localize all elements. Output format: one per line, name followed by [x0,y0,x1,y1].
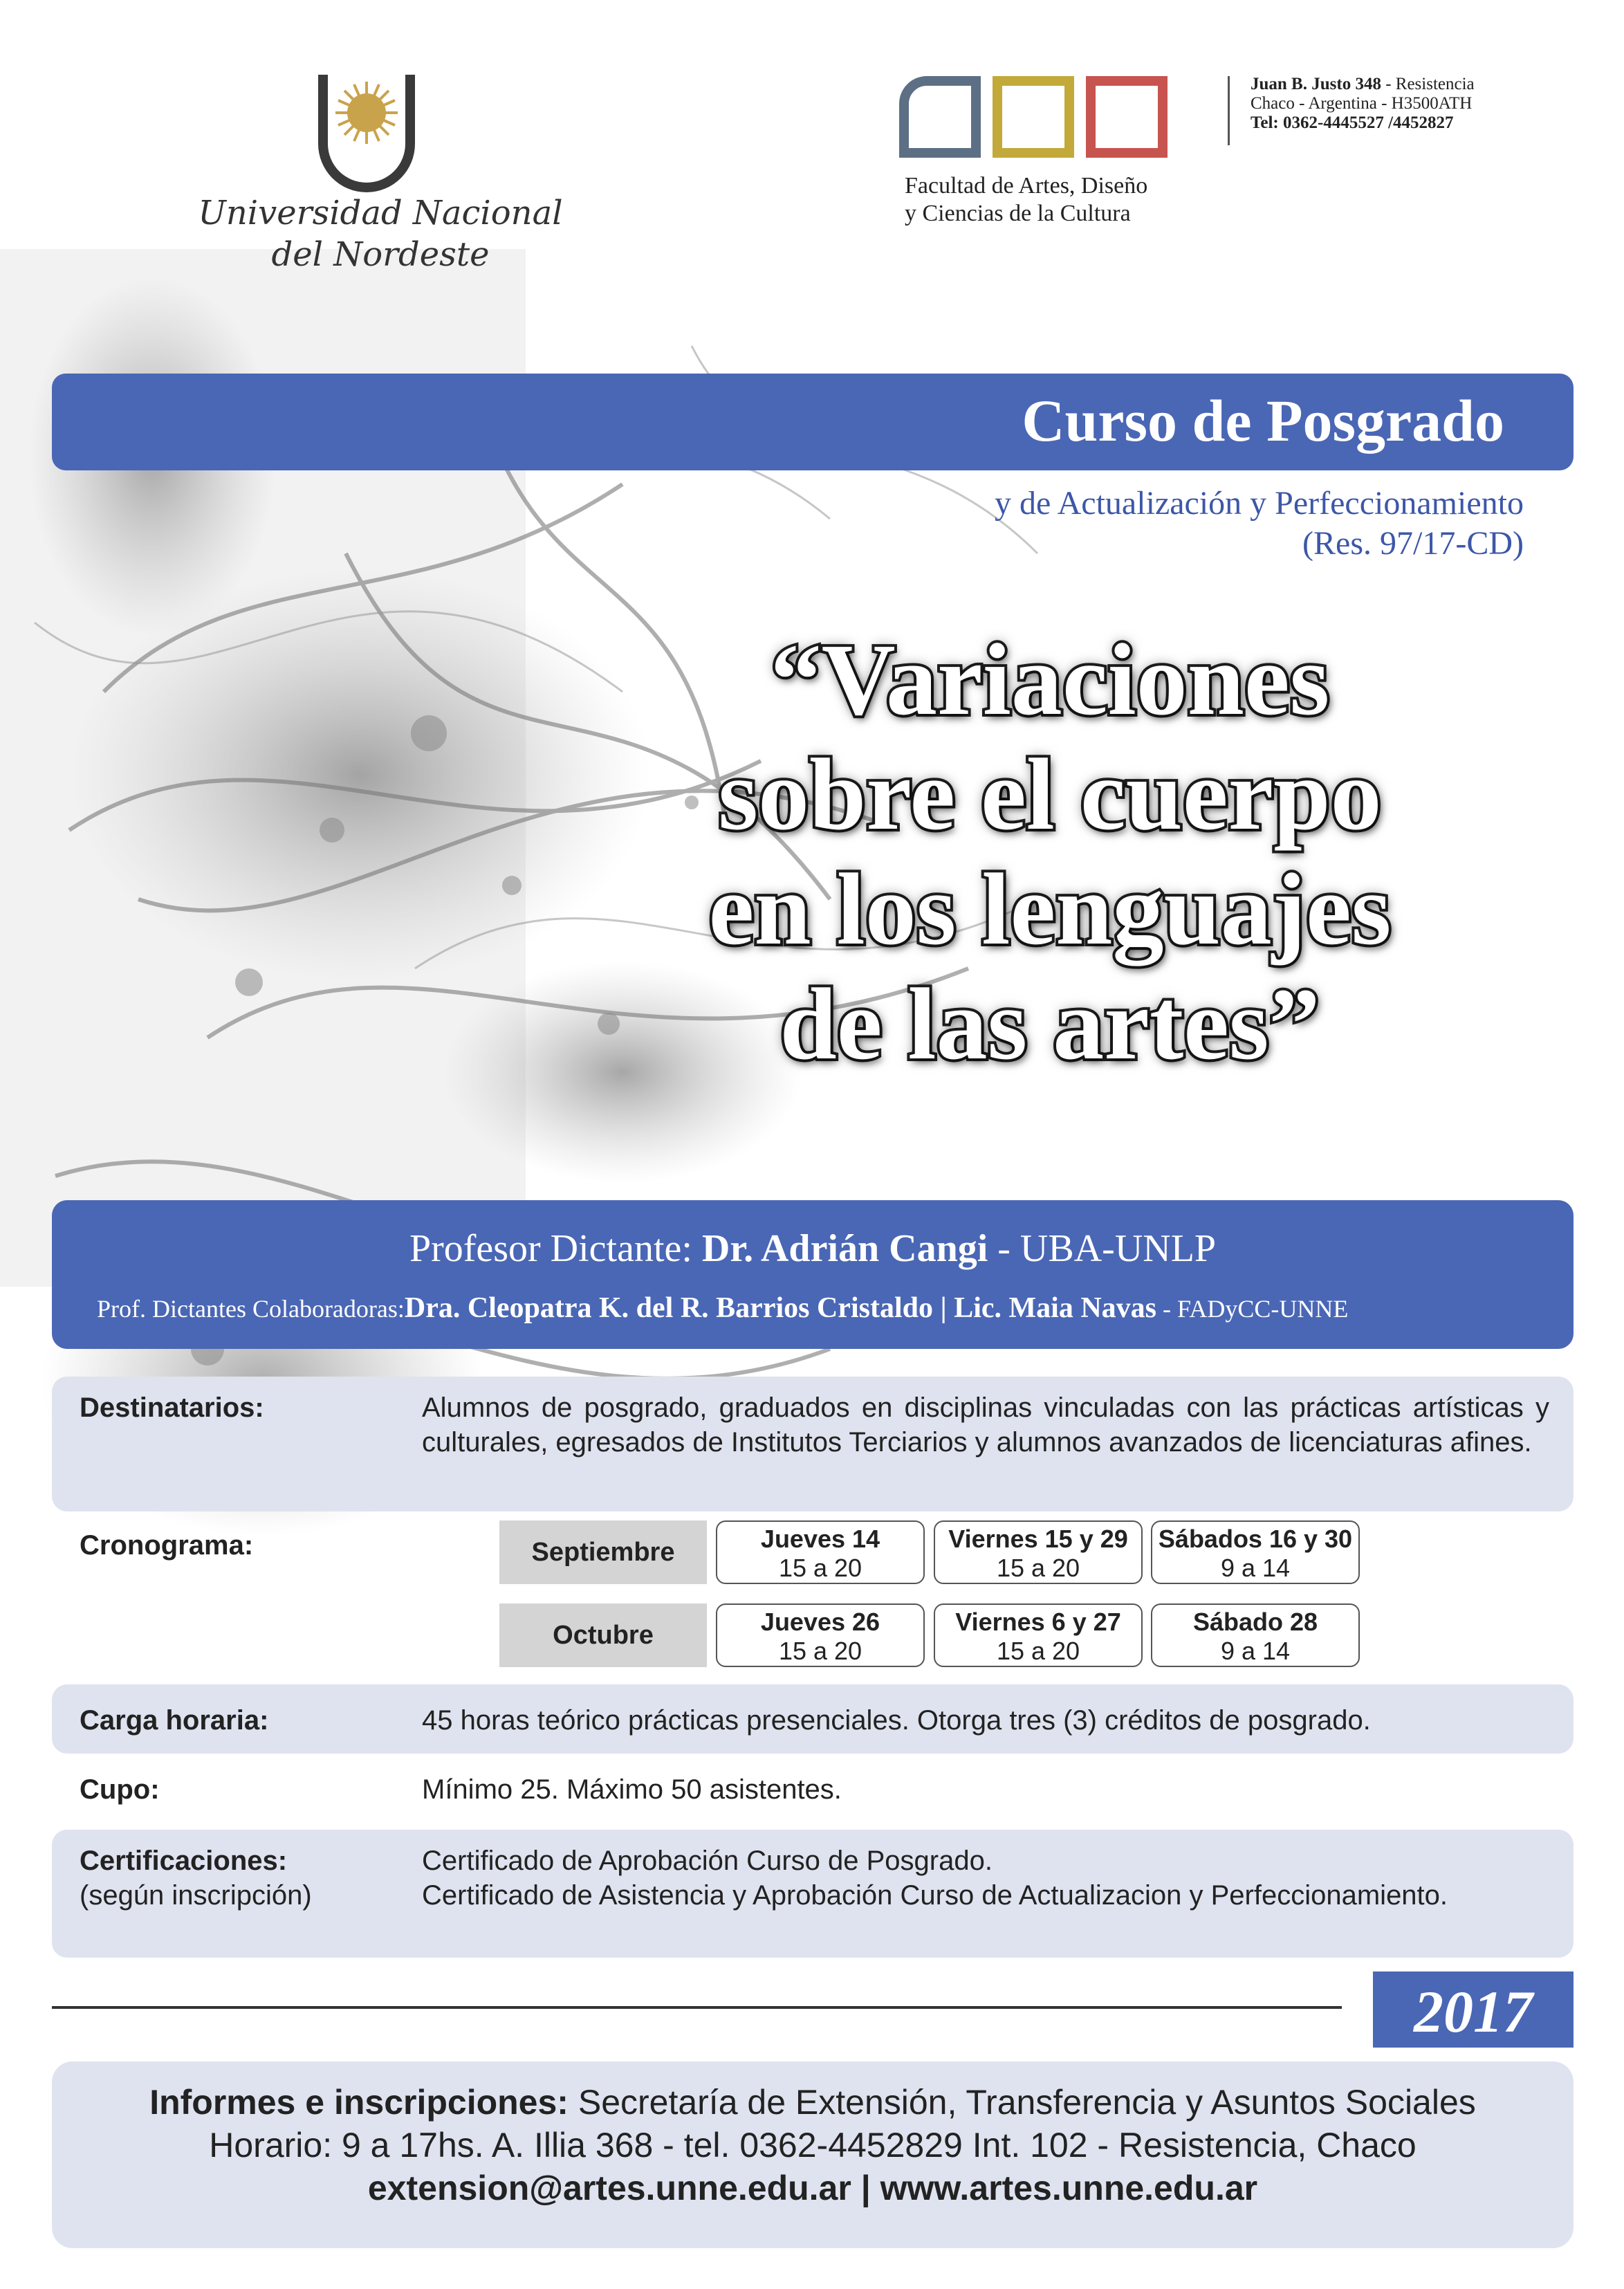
schedule-slot: Jueves 14 15 a 20 [716,1520,925,1584]
main-title-line4: de las artes” [779,968,1320,1081]
destinatarios-label: Destinatarios: [80,1392,264,1423]
year-badge [1373,1971,1574,2048]
professor-name: Dr. Adrián Cangi [701,1227,988,1270]
month-septiembre: Septiembre [499,1520,707,1584]
collaborators-names: Dra. Cleopatra K. del R. Barrios Cristaldo | Lic. Maia Navas [404,1292,1157,1324]
schedule-slot: Jueves 26 15 a 20 [716,1603,925,1667]
course-resolution: (Res. 97/17-CD) [1302,525,1524,562]
faculty-name-line2: y Ciencias de la Cultura [905,201,1131,226]
faculty-name-line1: Facultad de Artes, Diseño [905,173,1148,199]
schedule-slot: Viernes 15 y 29 15 a 20 [934,1520,1143,1584]
address-line2: Chaco - Argentina - H3500ATH [1251,94,1473,113]
month-octubre: Octubre [499,1603,707,1667]
certificaciones-label: Certificaciones: [80,1846,288,1876]
main-title-line2: sobre el cuerpo [718,738,1382,852]
cupo-label: Cupo: [80,1774,160,1805]
contact-web-email[interactable]: extension@artes.unne.edu.ar | www.artes.unne.edu.ar [367,2169,1258,2207]
main-title-line3: en los lenguajes [708,853,1392,966]
certificaciones-sublabel: (según inscripción) [80,1880,312,1911]
contact-panel [52,2061,1574,2248]
course-band [52,374,1574,470]
year-text: 2017 [1414,1978,1533,2045]
footer-divider [52,2006,1342,2009]
address-phone: Tel: 0362-4445527 /4452827 [1251,113,1454,132]
cronograma-label: Cronograma: [80,1530,254,1561]
main-title [566,623,1534,1082]
professor-band [52,1200,1574,1349]
certificaciones-text: Certificado de Aprobación Curso de Posgrado. Certificado de Asistencia y Aprobación Curso de Actualizacion y Perfeccionamiento. [422,1846,1448,1911]
university-name-line2: del Nordeste [271,235,490,274]
contact-line1: Informes e inscripciones: Secretaría de Extensión, Transferencia y Asuntos Sociales [149,2083,1476,2122]
destinatarios-text: Alumnos de posgrado, graduados en disciplinas vinculadas con las prácticas artísticas y culturales, egresados de Institutos Terciarios y alumnos avanzados de licenciaturas afines. [422,1392,1549,1458]
schedule-slot: Sábado 28 9 a 14 [1151,1603,1360,1667]
carga-text: 45 horas teórico prácticas presenciales. Otorga tres (3) créditos de posgrado. [422,1705,1371,1736]
main-title-line1: “Variaciones [770,623,1330,737]
carga-label: Carga horaria: [80,1705,269,1736]
professor-line: Profesor Dictante: Dr. Adrián Cangi - UBA-UNLP [409,1227,1217,1270]
schedule-slot: Viernes 6 y 27 15 a 20 [934,1603,1143,1667]
unne-logo-icon [297,75,436,192]
address-line1: Juan B. Justo 348 - Resistencia [1251,75,1475,93]
university-name-line1: Universidad Nacional [198,194,563,232]
course-subtitle: y de Actualización y Perfeccionamiento [994,485,1524,522]
schedule-slot: Sábados 16 y 30 9 a 14 [1151,1520,1360,1584]
course-title: Curso de Posgrado [1022,387,1504,454]
address-divider [1228,76,1230,145]
cupo-text: Mínimo 25. Máximo 50 asistentes. [422,1774,842,1805]
contact-hours: Horario: 9 a 17hs. A. Illia 368 - tel. 0362-4452829 Int. 102 - Resistencia, Chaco [209,2126,1417,2164]
collaborators-line: Prof. Dictantes Colaboradoras:Dra. Cleopatra K. del R. Barrios Cristaldo | Lic. Maia Navas - FADyCC-UNNE [97,1292,1349,1324]
